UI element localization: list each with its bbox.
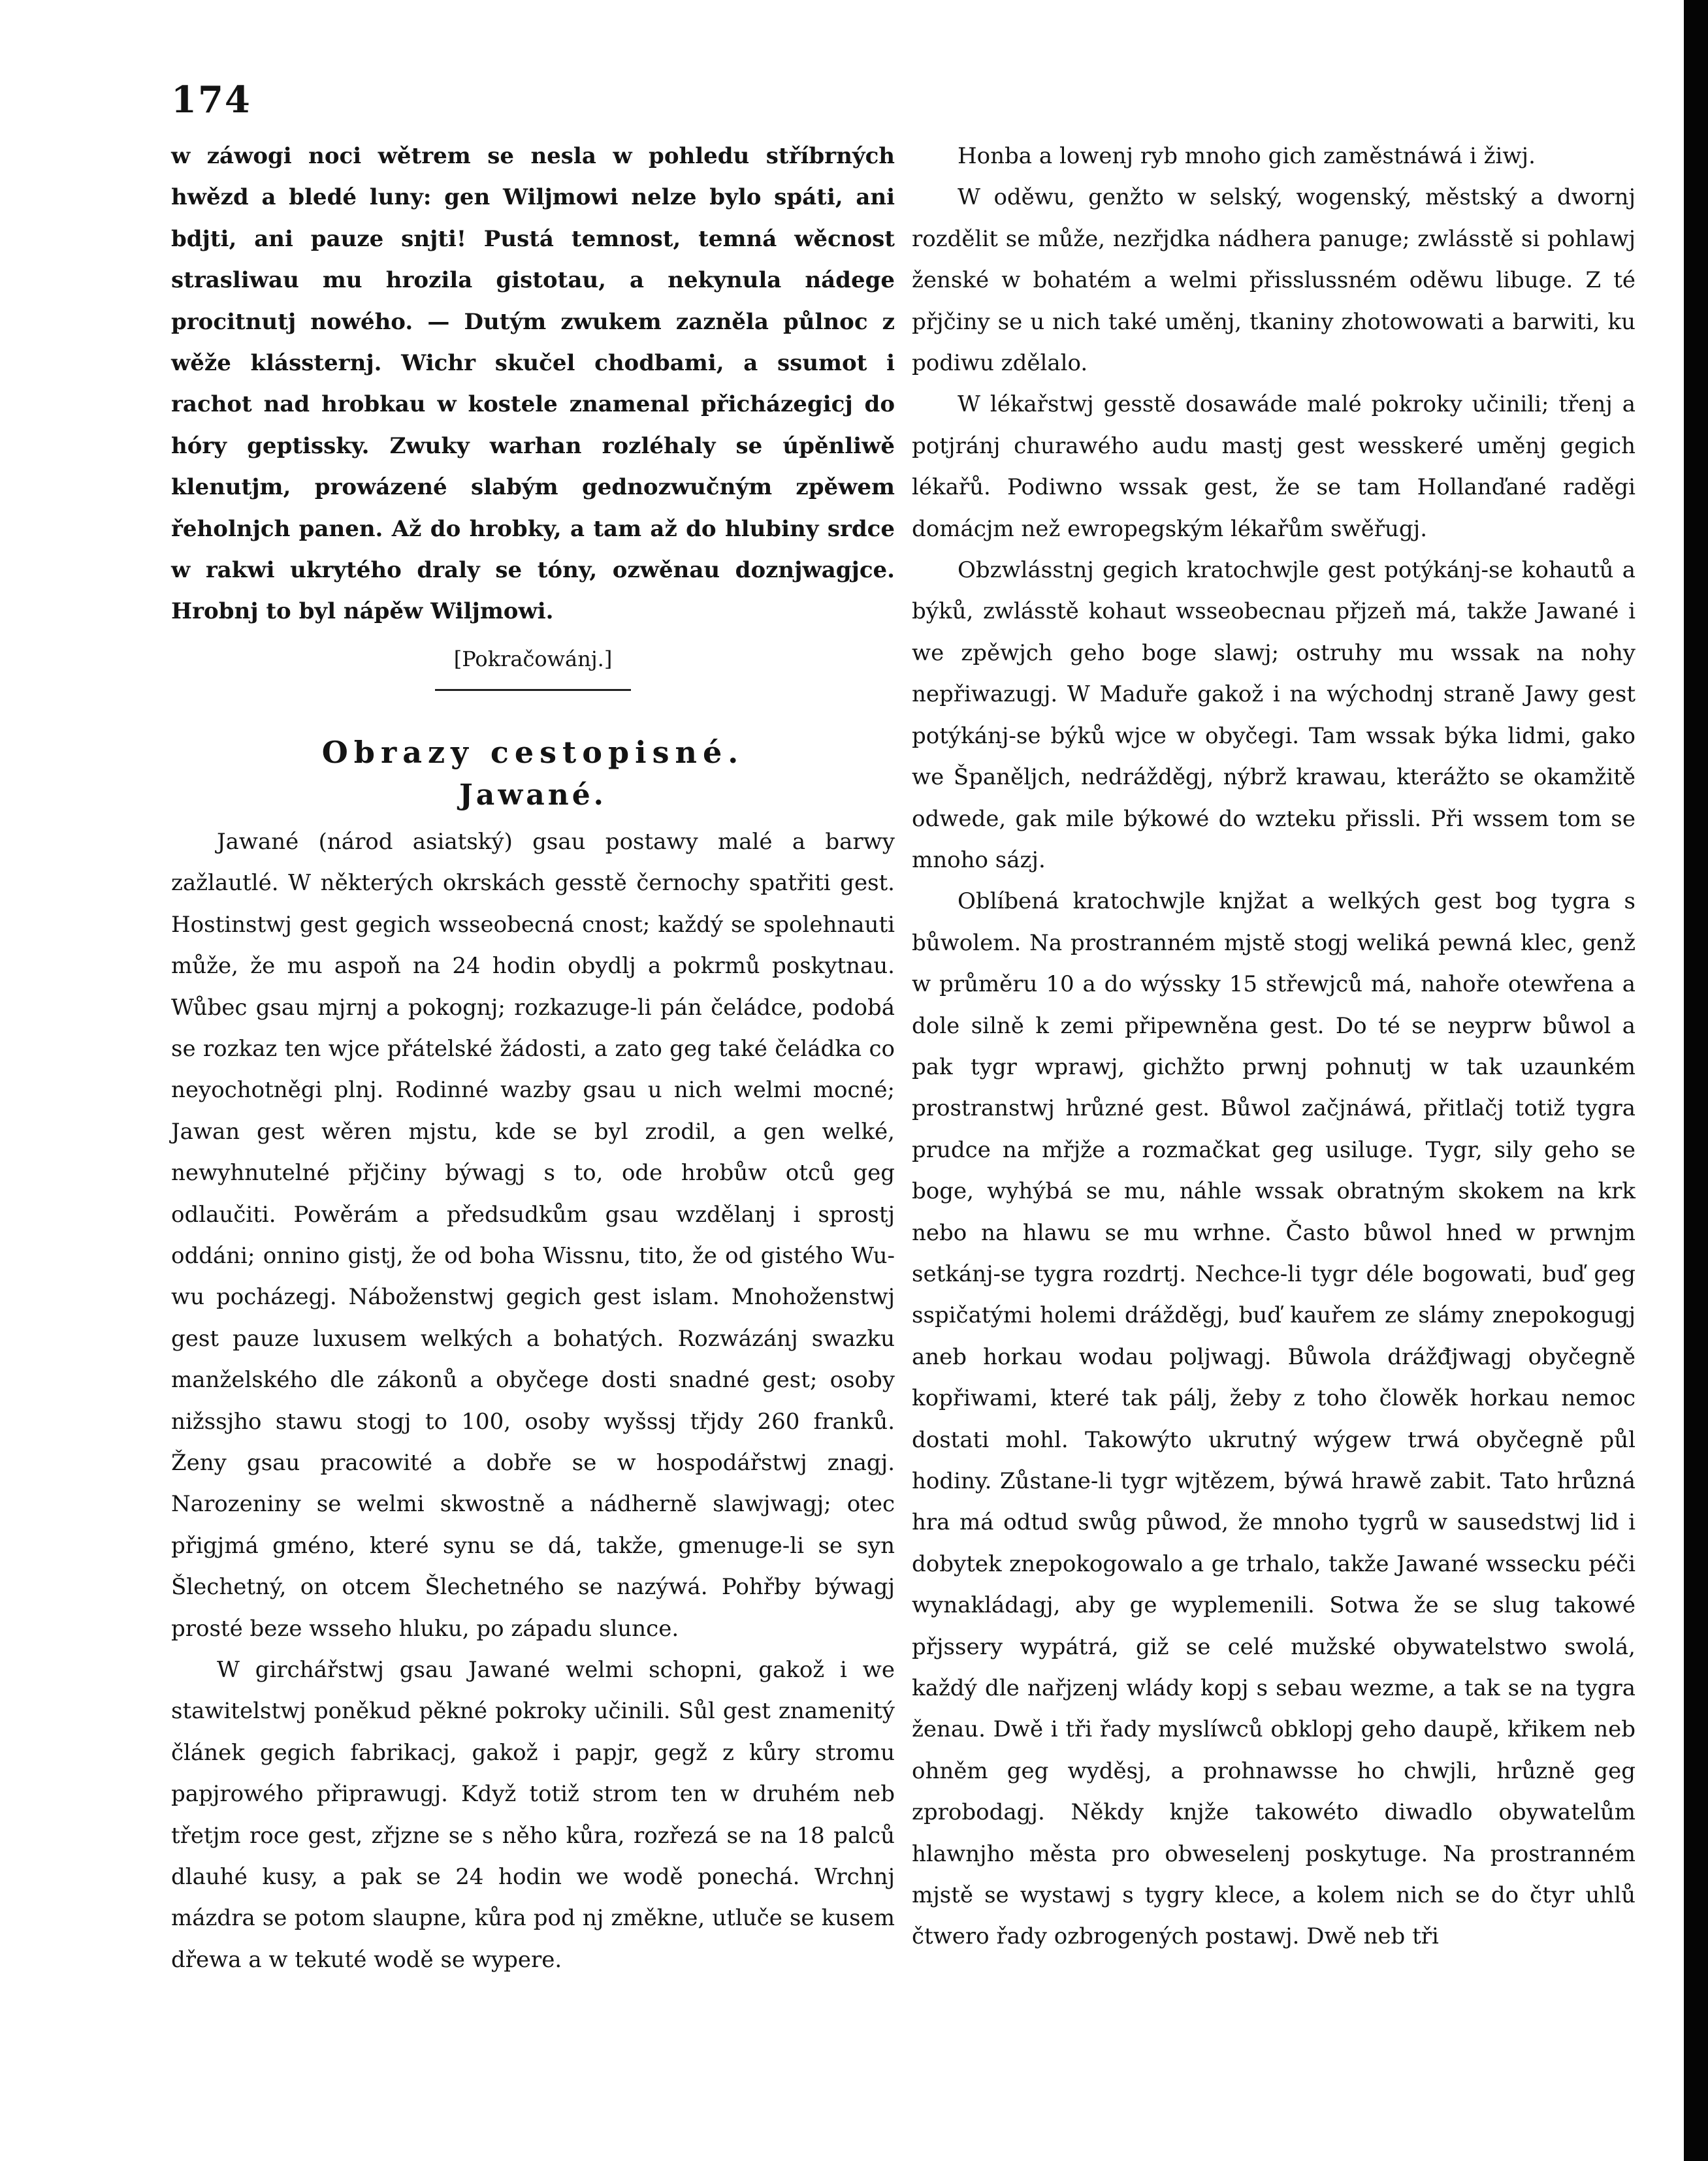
right-column (912, 136, 1635, 1958)
section-title: Obrazy cestopisné. (321, 734, 745, 770)
paragraph-clothing: W oděwu, genžto w selský, wogenský, městský a dwornj rozdělit se může, nezřjdka nádhera panuge; zwlásstě si pohlawj ženské w bohatém a welmi přisslussném oděwu libuge. Z té přjčiny se u nich také uměnj, tkaniny zhotowowati a barwiti, ku podiwu zdělalo. (912, 184, 1635, 377)
paragraph-tiger-buffalo-fight: Oblíbená kratochwjle knjžat a welkých gest bog tygra s bůwolem. Na prostranném mjstě stogj weliká pewná klec, genž w průměru 10 a do wýssky 15 střewjců má, nahoře otewřena a dole silně k zemi připewněna gest. Do té se neyprw bůwol a pak tygr wprawj, gichžto prwnj pohnutj w tak uzaunkém prostranstwj hrůzné gest. Bůwol začjnáwá, přitlačj totiž tygra prudce na mřjže a rozmačkat geg usiluge. Tygr, sily geho se boge, wyhýbá se mu, náhle wssak obratným skokem na krk nebo na hlawu se mu wrhne. Často bůwol hned w prwnjm setkánj-se tygra rozdrtj. Nechce-li tygr déle bogowati, buď geg sspičatými holemi drážděgj, buď kauřem ze slámy znepokogugj aneb horkau wodau poljwagj. Bůwola drážđjwagj obyčegně kopřiwami, které tak pálj, žeby z toho člowěk horkau nemoc dostati mohl. Takowýto ukrutný wýgew trwá obyčegně půl hodiny. Zůstane-li tygr wjtězem, býwá hrawě zabit. Tato hrůzná hra má odtud swůg půwod, že mnoho tygrů w sausedstwj lid i dobytek znepokogowalo a ge trhalo, takže Jawané wssecku péči wynakládagj, aby ge wyplemenili. Sotwa že se slug takowé přjssery wypátrá, giž se celé mužské obywatelstwo swolá, každý dle nařjzenj wlády kopj s sebau wezme, a tak se na tygra ženau. Dwě i tři řady myslíwců obklopj geho daupě, křikem neb ohněm geg wyděsj, a prohnawsse ho chwjli, hrůzně geg zprobodagj. Někdy knjže takowéto diwadlo obywatelům hlawnjho města pro obweselenj poskytuge. Na prostranném mjstě se wystawj s tygry klece, a kolem nich se do čtyr uhlů čtwero řady ozbrogených postawj. Dwě neb tři (912, 888, 1635, 1950)
paragraph-medicine: W lékařstwj gesstě dosawáde malé pokroky učinili; třenj a potjránj churawého audu mastj gest wesskeré uměnj gegich lékařů. Podiwno wssak gest, že se tam Hollanďané raděgi domácjm než ewropegským lékařům swěřugj. (912, 391, 1635, 542)
page-number: 174 (171, 78, 251, 121)
section-divider (435, 689, 631, 691)
left-column (171, 136, 895, 1981)
paragraph-crafts: W girchářstwj gsau Jawané welmi schopni, gakož i we stawitelstwj poněkud pěkné pokroky učinili. Sůl gest znamenitý článek gegich fabrikacj, gakož i papjr, gegž z kůry stromu papjrowého připrawugj. Když totiž strom ten w druhém neb třetjm roce gest, zřjzne se s něho kůra, rozřezá se na 18 palců dlauhé kusy, a pak se 24 hodin we wodě ponechá. Wrchnj mázdra se potom slaupne, kůra pod nj změkne, utluče se kusem dřewa a w tekuté wodě se wypere. (171, 1657, 895, 1973)
section-subtitle: Jawané. (459, 778, 607, 812)
paragraph-javanese-people: Jawané (národ asiatský) gsau postawy malé a barwy zažlautlé. W některých okrskách gesstě černochy spatřiti gest. Hostinstwj gest gegich wsseobecná cnost; každý se spolehnauti může, že mu aspoň na 24 hodin obydlj a pokrmů poskytnau. Wůbec gsau mjrnj a pokognj; rozkazuge-li pán čeládce, podobá se rozkaz ten wjce přátelské žádosti, a zato geg také čeládka co neyochotněgi plnj. Rodinné wazby gsau u nich welmi mocné; Jawan gest wěren mjstu, kde se byl zrodil, a gen welké, newyhnutelné přjčiny býwagj s to, ode hrobůw otců geg odlaučiti. Powěrám a předsudkům gsau wzdělanj i sprostj oddáni; onnino gistj, že od boha Wissnu, tito, že od gistého Wu-wu pocházegj. Náboženstwj gegich gest islam. Mnohoženstwj gest pauze luxusem welkých a bohatých. Rozwázánj swazku manželského dle zákonů a obyčege dosti snadné gest; osoby nižssjho stawu stogj to 100, osoby wyšssj třjdy 260 franků. Ženy gsau pracowité a dobře se w hospodářstwj znagj. Narozeniny se welmi skwostně a nádherně slawjwagj; otec přigjmá gméno, které synu se dá, takže, gmenuge-li se syn Šlechetný, on otcem Šlechetného se nazýwá. Pohřby býwagj prosté beze wsseho hluku, po západu slunce. (171, 828, 895, 1642)
continuation-note: [Pokračowánj.] (453, 646, 613, 671)
scan-binding-edge (1684, 0, 1708, 2161)
paragraph-hunting: Honba a lowenj ryb mnoho gich zaměstnáwá i žiwj. (958, 143, 1536, 169)
continued-story-text: w záwogi noci wětrem se nesla w pohledu stříbrných hwězd a bledé luny: gen Wiljmowi nelze bylo spáti, ani bdjti, ani pauze snjti! Pustá temnost, temná wěcnost strasliwau mu hrozila gistotau, a nekynula nádege procitnutj nowého. — Dutým zwukem zazněla půlnoc z wěže klássternj. Wichr skučel chodbami, a ssumot i rachot nad hrobkau w kostele znamenal přicházegicj do hóry geptissky. Zwuky warhan rozléhaly se úpěnliwě klenutjm, prowázené slabým gednozwučným zpěwem řeholnjch panen. Až do hrobky, a tam až do hlubiny srdce w rakwi ukrytého draly se tóny, ozwěnau doznjwagjce. Hrobnj to byl nápěw Wiljmowi. (171, 143, 895, 625)
paragraph-cockfights: Obzwlásstnj gegich kratochwjle gest potýkánj-se kohautů a býků, zwlásstě kohaut wsseobecnau přjzeň má, takže Jawané i we zpěwjch geho boge slawj; ostruhy mu wssak na nohy nepřiwazugj. W Maduře gakož i na wýchodnj straně Jawy gest potýkánj-se býků wjce w obyčegi. Tam wssak býka lidmi, gako we Španěljch, nedrážděgj, nýbrž krawau, kterážto se okamžitě odwede, gak mile býkowé do wzteku přissli. Při wssem tom se mnoho sázj. (912, 557, 1635, 873)
